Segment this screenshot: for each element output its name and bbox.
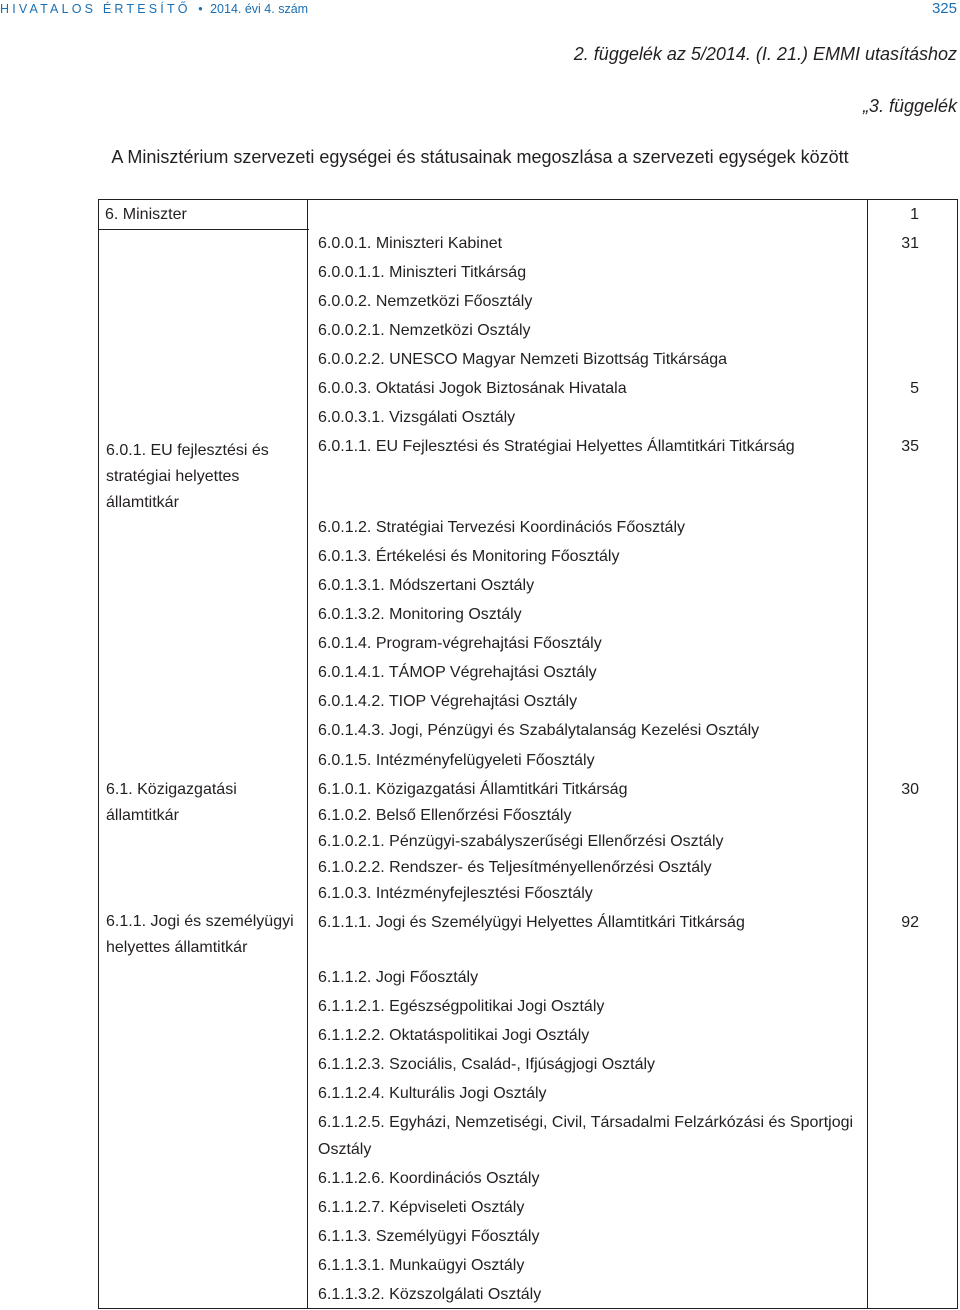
unit-row: 6.1.1.2.1. Egészségpolitikai Jogi Osztály	[318, 998, 605, 1015]
top-right-count: 1	[910, 206, 919, 223]
unit-row: 6.0.1.4.2. TIOP Végrehajtási Osztály	[318, 693, 578, 710]
unit-row: 6.1.1.3.1. Munkaügyi Osztály	[318, 1257, 525, 1274]
org-table	[98, 199, 958, 1309]
unit-row: 6.0.0.1. Miniszteri Kabinet	[318, 235, 503, 252]
unit-row: 6.0.0.3.1. Vizsgálati Osztály	[318, 409, 516, 426]
left-group-label: 6.0.1. EU fejlesztési és stratégiai helyettes államtitkár	[106, 442, 269, 511]
unit-row: 6.1.1.3.2. Közszolgálati Osztály	[318, 1286, 542, 1303]
appendix-reference: 2. függelék az 5/2014. (I. 21.) EMMI utasításhoz	[573, 44, 957, 64]
unit-row: 6.0.0.1.1. Miniszteri Titkárság	[318, 264, 527, 281]
top-left-cell: 6. Miniszter	[105, 206, 187, 223]
left-group-label: 6.1.1. Jogi és személyügyi helyettes államtitkár	[106, 913, 294, 956]
unit-row: 6.0.1.2. Stratégiai Tervezési Koordinációs Főosztály	[318, 519, 686, 536]
column-divider-left	[307, 200, 308, 1308]
unit-row-continuation: Osztály	[318, 1141, 372, 1158]
issue-label: 2014. évi 4. szám	[210, 2, 309, 16]
unit-row: 6.1.1.1. Jogi és Személyügyi Helyettes Államtitkári Titkárság	[318, 914, 745, 931]
left-group-label: 6.1. Közigazgatási államtitkár	[106, 781, 237, 824]
unit-row: 6.1.1.2.2. Oktatáspolitikai Jogi Osztály	[318, 1027, 590, 1044]
unit-row: 6.0.1.4.1. TÁMOP Végrehajtási Osztály	[318, 664, 597, 681]
unit-row: 6.1.1.3. Személyügyi Főosztály	[318, 1228, 540, 1245]
column-divider-right	[867, 200, 868, 1308]
staff-count: 31	[901, 235, 919, 252]
unit-row: 6.1.1.2.7. Képviseleti Osztály	[318, 1199, 525, 1216]
unit-row: 6.0.0.2.2. UNESCO Magyar Nemzeti Bizottság Titkársága	[318, 351, 728, 368]
unit-row: 6.1.1.2.5. Egyházi, Nemzetiségi, Civil, Társadalmi Felzárkózási és Sportjogi	[318, 1114, 854, 1131]
appendix-number: „3. függelék	[862, 96, 957, 116]
document-title: A Minisztérium szervezeti egységei és státusainak megoszlása a szervezeti egységek között	[111, 147, 849, 167]
unit-row: 6.1.0.2.2. Rendszer- és Teljesítményellenőrzési Osztály	[318, 859, 712, 876]
unit-row: 6.0.1.3. Értékelési és Monitoring Főosztály	[318, 548, 620, 565]
staff-count: 35	[901, 438, 919, 455]
unit-row: 6.1.1.2.4. Kulturális Jogi Osztály	[318, 1085, 547, 1102]
page-number: 325	[931, 0, 957, 17]
row-divider-top	[99, 229, 309, 230]
unit-row: 6.1.0.3. Intézményfejlesztési Főosztály	[318, 885, 593, 902]
bullet-separator: •	[198, 2, 203, 16]
unit-row: 6.1.1.2.6. Koordinációs Osztály	[318, 1170, 540, 1187]
publication-name: HIVATALOS ÉRTESÍTŐ	[0, 2, 191, 16]
unit-row: 6.1.0.2. Belső Ellenőrzési Főosztály	[318, 807, 572, 824]
unit-row: 6.1.0.2.1. Pénzügyi-szabályszerűségi Ellenőrzési Osztály	[318, 833, 724, 850]
unit-row: 6.0.1.5. Intézményfelügyeleti Főosztály	[318, 752, 595, 769]
unit-row: 6.1.1.2.3. Szociális, Család-, Ifjúságjogi Osztály	[318, 1056, 656, 1073]
unit-row: 6.0.0.3. Oktatási Jogok Biztosának Hivatala	[318, 380, 627, 397]
unit-row: 6.1.0.1. Közigazgatási Államtitkári Titkárság	[318, 781, 628, 798]
unit-row: 6.0.1.4. Program-végrehajtási Főosztály	[318, 635, 602, 652]
unit-row: 6.0.0.2. Nemzetközi Főosztály	[318, 293, 533, 310]
unit-row: 6.0.1.1. EU Fejlesztési és Stratégiai Helyettes Államtitkári Titkárság	[318, 438, 795, 455]
unit-row: 6.1.1.2. Jogi Főosztály	[318, 969, 479, 986]
unit-row: 6.0.1.4.3. Jogi, Pénzügyi és Szabálytalanság Kezelési Osztály	[318, 722, 760, 739]
unit-row: 6.0.0.2.1. Nemzetközi Osztály	[318, 322, 531, 339]
running-header	[0, 2, 308, 16]
unit-row: 6.0.1.3.1. Módszertani Osztály	[318, 577, 535, 594]
staff-count: 30	[901, 781, 919, 798]
unit-row: 6.0.1.3.2. Monitoring Osztály	[318, 606, 522, 623]
staff-count: 5	[910, 380, 919, 397]
staff-count: 92	[901, 914, 919, 931]
